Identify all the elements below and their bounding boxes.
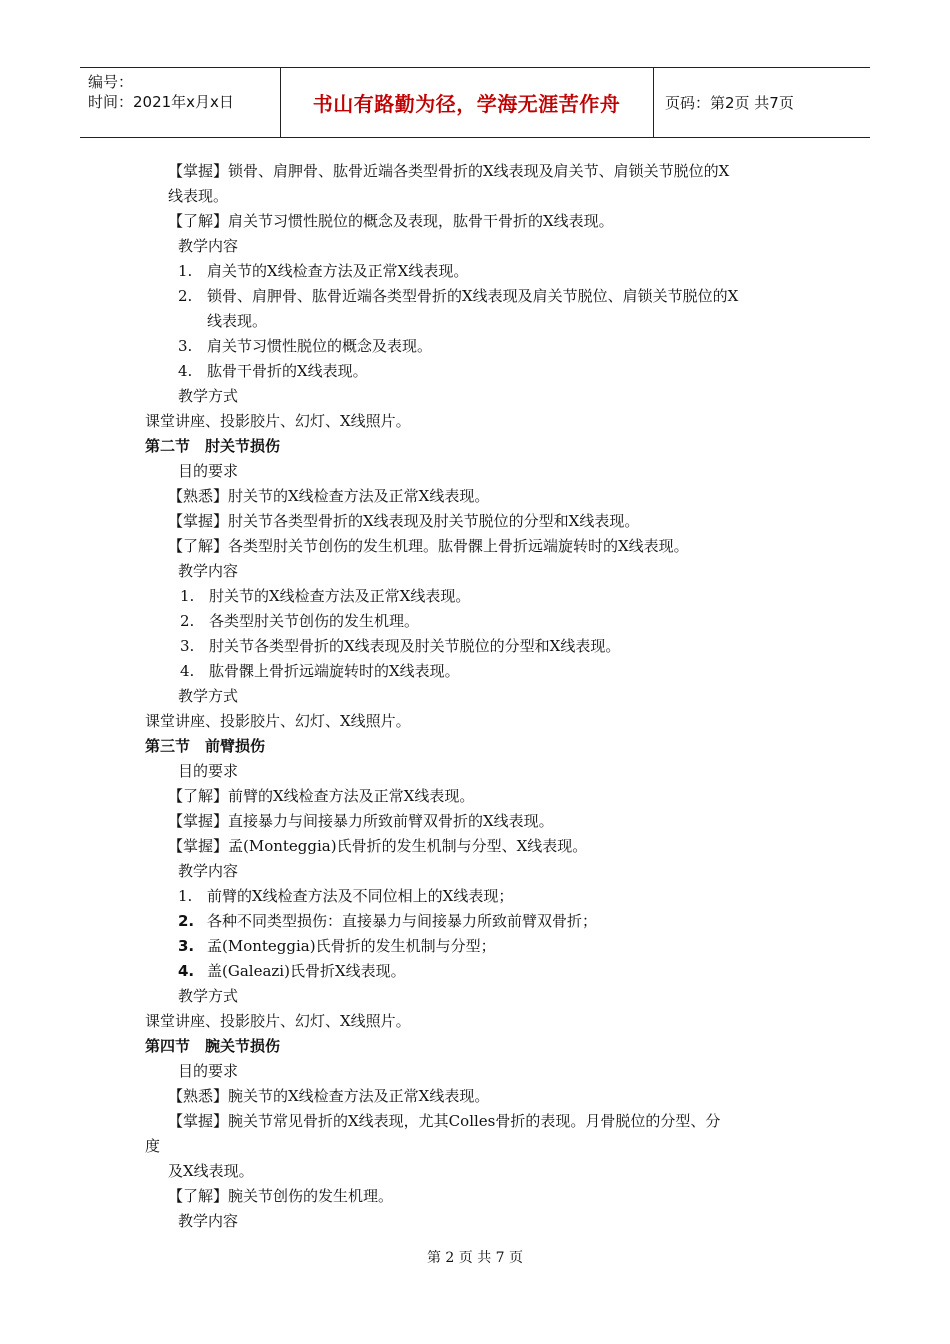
header-meta [88,72,234,112]
text-line: 【掌握】腕关节常见骨折的X线表现，尤其Colles骨折的表现。月骨脱位的分型、分 [168,1112,721,1130]
list-item [178,886,513,906]
text-line: 【了解】各类型肘关节创伤的发生机理。肱骨髁上骨折远端旋转时的X线表现。 [168,537,689,555]
list-text: 肩关节的X线检查方法及正常X线表现。 [207,262,469,280]
text-line: 度 [145,1137,161,1155]
text-line: 【熟悉】肘关节的X线检查方法及正常X线表现。 [168,487,490,505]
section-heading: 第二节 肘关节损伤 [145,437,281,455]
list-text: 前臂的X线检查方法及不同位相上的X线表现； [207,887,514,905]
page-label: 页码：第2页 共7页 [665,94,794,112]
list-number: 4. [178,362,193,380]
list-text: 肘关节各类型骨折的X线表现及肘关节脱位的分型和X线表现。 [209,637,621,655]
list-number: 3. [178,337,193,355]
subheading: 目的要求 [178,462,239,480]
list-item [178,911,597,931]
list-text: 肘关节的X线检查方法及正常X线表现。 [209,587,471,605]
text-line: 【了解】腕关节创伤的发生机理。 [168,1187,394,1205]
text-line: 【掌握】锁骨、肩胛骨、肱骨近端各类型骨折的X线表现及肩关节、肩锁关节脱位的X [168,162,730,180]
text-line: 【熟悉】腕关节的X线检查方法及正常X线表现。 [168,1087,490,1105]
text-line: 【掌握】肘关节各类型骨折的X线表现及肘关节脱位的分型和X线表现。 [168,512,640,530]
subheading: 教学内容 [178,562,239,580]
text-line: 【掌握】孟(Monteggia)氏骨折的发生机制与分型、X线表现。 [168,837,588,855]
subheading: 教学方式 [178,987,239,1005]
subheading: 教学方式 [178,387,239,405]
list-item [178,936,496,956]
list-item [178,286,738,306]
subheading: 教学内容 [178,1212,239,1230]
subheading: 目的要求 [178,1062,239,1080]
text-line: 【了解】前臂的X线检查方法及正常X线表现。 [168,787,475,805]
list-number: 2. [180,612,195,630]
list-item [180,661,460,681]
list-number: 3. [180,637,195,655]
subheading: 目的要求 [178,762,239,780]
subheading: 教学方式 [178,687,239,705]
header-divider [653,68,654,137]
list-text: 肩关节习惯性脱位的概念及表现。 [207,337,433,355]
list-item [178,961,406,981]
text-line: 课堂讲座、投影胶片、幻灯、X线照片。 [145,712,411,730]
list-item [180,586,470,606]
text-line: 【了解】肩关节习惯性脱位的概念及表现，肱骨干骨折的X线表现。 [168,212,614,230]
list-text: 肱骨干骨折的X线表现。 [207,362,368,380]
list-item [178,361,368,381]
list-text: 锁骨、肩胛骨、肱骨近端各类型骨折的X线表现及肩关节脱位、肩锁关节脱位的X [207,287,739,305]
text-line: 【掌握】直接暴力与间接暴力所致前臂双骨折的X线表现。 [168,812,554,830]
list-number: 2. [178,912,195,930]
list-text: 孟(Monteggia)氏骨折的发生机制与分型； [207,937,496,955]
list-number: 4. [178,962,195,980]
time-label: 时间：2021年x月x日 [88,93,234,111]
text-line: 线表现。 [207,312,268,330]
list-item [180,636,620,656]
serial-label: 编号： [88,73,134,91]
motto: 书山有路勤为径，学海无涯苦作舟 [312,92,621,116]
subheading: 教学内容 [178,237,239,255]
section-heading: 第三节 前臂损伤 [145,737,266,755]
text-line: 线表现。 [168,187,229,205]
text-line: 课堂讲座、投影胶片、幻灯、X线照片。 [145,1012,411,1030]
list-text: 盖(Galeazi)氏骨折X线表现。 [207,962,406,980]
list-number: 4. [180,662,195,680]
text-line: 课堂讲座、投影胶片、幻灯、X线照片。 [145,412,411,430]
subheading: 教学内容 [178,862,239,880]
list-number: 1. [178,887,193,905]
list-number: 1. [180,587,195,605]
list-item [180,611,419,631]
list-text: 各类型肘关节创伤的发生机理。 [209,612,420,630]
list-text: 肱骨髁上骨折远端旋转时的X线表现。 [209,662,460,680]
section-heading: 第四节 腕关节损伤 [145,1037,281,1055]
list-number: 2. [178,287,193,305]
header-table [80,67,870,138]
text-line: 及X线表现。 [168,1162,254,1180]
list-number: 3. [178,937,195,955]
list-text: 各种不同类型损伤：直接暴力与间接暴力所致前臂双骨折； [207,912,598,930]
list-number: 1. [178,262,193,280]
list-item [178,261,468,281]
page-footer: 第 2 页 共 7 页 [426,1250,524,1266]
list-item [178,336,432,356]
